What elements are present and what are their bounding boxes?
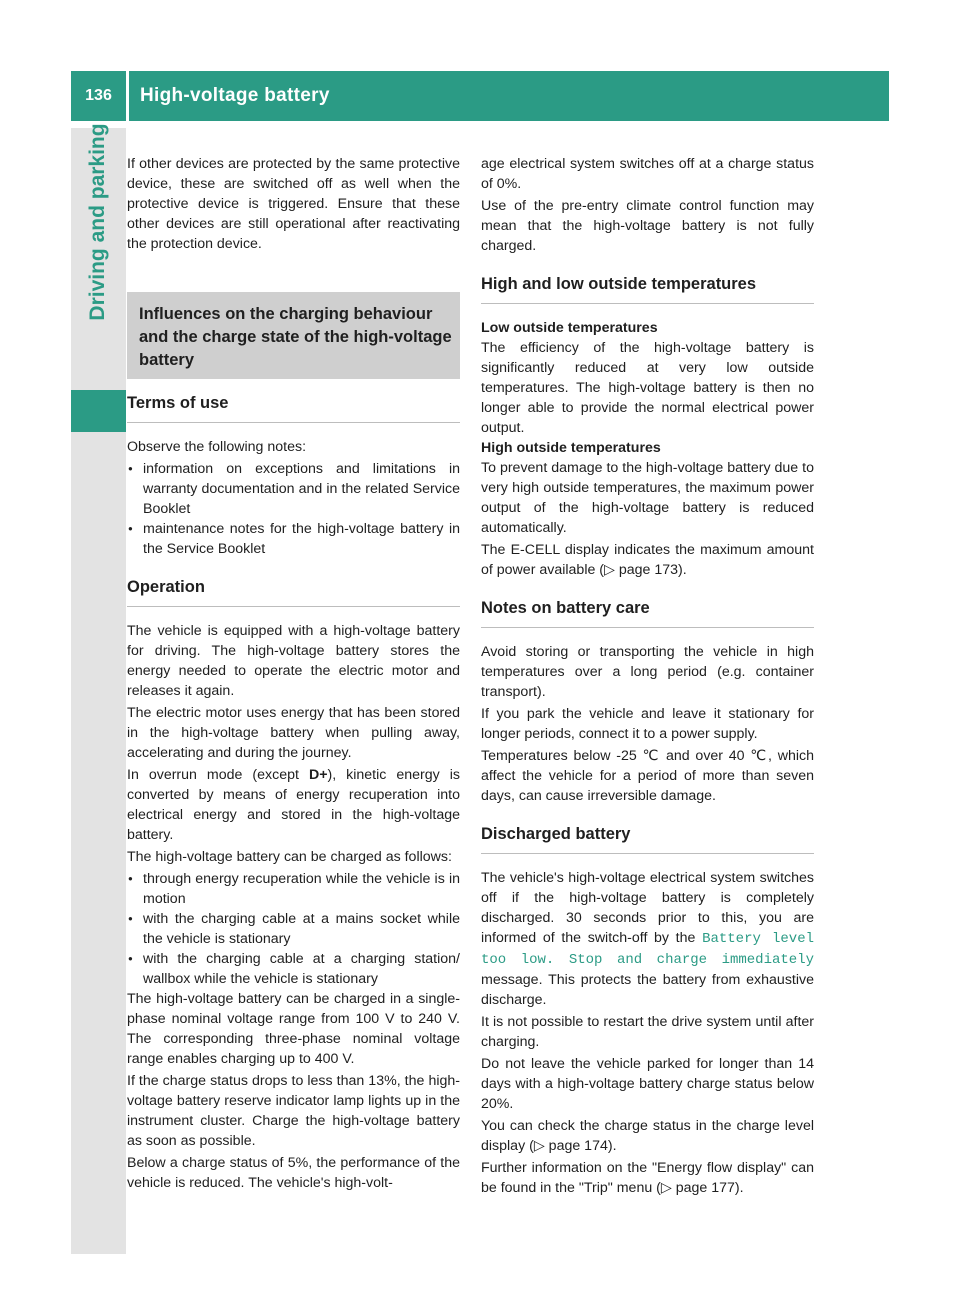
climate-paragraph: Use of the pre-entry climate control function may mean that the high-voltage battery is not fully charged. (481, 198, 814, 254)
section-tab-label: Driving and parking (86, 123, 109, 321)
terms-intro: Observe the following notes: (127, 439, 307, 455)
discharged-paragraph: The vehicle's high-voltage electrical system switches off if the high-voltage battery is completely discharged. 30 seconds prior to this, you are informed of the switch-off by the Battery level too low. Stop and charge immediately message. This protects the battery from exhaustive discharge. (481, 870, 814, 1008)
care-paragraph: If you park the vehicle and leave it stationary for longer periods, connect it to a power supply. (481, 706, 814, 742)
section-marker (71, 390, 126, 432)
ecell-paragraph: The E-CELL display indicates the maximum amount of power available (▷ page 173). (481, 542, 814, 578)
operation-paragraph: The vehicle is equipped with a high-voltage battery for driving. The high-voltage battery stores the energy needed to operate the electric motor and releases it again. (127, 623, 460, 699)
left-column (127, 154, 460, 1193)
discharged-paragraph: Further information on the "Energy flow display" can be found in the "Trip" menu (▷ page 177). (481, 1160, 814, 1196)
list-item: ● with the charging cable at a mains socket while the vehicle is stationary (127, 909, 460, 949)
care-paragraph: Avoid storing or transporting the vehicle in high temperatures over a long period (e.g. container transport). (481, 644, 814, 700)
operation-paragraph: The high-voltage battery can be charged as follows: (127, 849, 452, 865)
discharged-paragraph: It is not possible to restart the drive system until after charging. (481, 1014, 814, 1050)
main-heading: Influences on the charging behaviour and the charge state of the high-voltage battery (127, 292, 460, 379)
page-number: 136 (85, 87, 112, 104)
discharged-paragraph: You can check the charge status in the charge level display (▷ page 174). (481, 1118, 814, 1154)
operation-paragraph: If the charge status drops to less than 13%, the high-voltage battery reserve indicator lamp lights up in the instrument cluster. Charge the high-voltage battery as soon as possible. (127, 1073, 460, 1149)
battery-care-heading: Notes on battery care (481, 598, 814, 628)
right-column (481, 154, 814, 1198)
list-item: ● information on exceptions and limitations in warranty documentation and in the related Service Booklet (127, 459, 460, 519)
operation-paragraph: Below a charge status of 5%, the performance of the vehicle is reduced. The vehicle's high-volt- (127, 1155, 460, 1191)
care-paragraph: Temperatures below -25 ℃ and over 40 ℃, which affect the vehicle for a period of more than seven days, can cause irreversible damage. (481, 748, 814, 804)
page-title: High-voltage battery (140, 85, 330, 106)
discharged-paragraph: Do not leave the vehicle parked for longer than 14 days with a high-voltage battery charge status below 20%. (481, 1056, 814, 1112)
terms-heading: Terms of use (127, 393, 460, 423)
low-temp-paragraph: The efficiency of the high-voltage battery is significantly reduced at very low outside temperatures. The high-voltage battery is then no longer able to provide the normal electrical power output. (481, 340, 814, 436)
operation-paragraph: The electric motor uses energy that has been stored in the high-voltage battery when pulling away, accelerating and during the journey. (127, 705, 460, 761)
low-temp-subheading: Low outside temperatures (481, 320, 658, 336)
discharged-battery-heading: Discharged battery (481, 824, 814, 854)
list-item: ● maintenance notes for the high-voltage battery in the Service Booklet (127, 519, 460, 559)
display-message: Battery level too low. Stop and charge immediately (481, 931, 814, 968)
operation-heading: Operation (127, 577, 460, 607)
high-temp-subheading: High outside temperatures (481, 440, 661, 456)
charging-methods-list (127, 869, 460, 989)
list-item: ● through energy recuperation while the vehicle is in motion (127, 869, 460, 909)
operation-paragraph: The high-voltage battery can be charged in a single-phase nominal voltage range from 100 V to 240 V. The corresponding three-phase nominal voltage range enables charging up to 400 V. (127, 991, 460, 1067)
intro-paragraph: If other devices are protected by the same protective device, these are switched off as well when the protective device is triggered. Ensure that these other devices are still operational after reactivating the protection device. (127, 156, 460, 252)
operation-paragraph: In overrun mode (except D+), kinetic energy is converted by means of energy recuperation into electrical energy and stored in the high-voltage battery. (127, 767, 460, 843)
terms-list (127, 459, 460, 559)
drive-mode-label: D+ (308, 767, 328, 783)
header-divider (126, 71, 129, 121)
temperatures-heading: High and low outside temperatures (481, 274, 814, 304)
list-item: ● with the charging cable at a charging station/ wallbox while the vehicle is stationary (127, 949, 460, 989)
high-temp-paragraph: To prevent damage to the high-voltage battery due to very high outside temperatures, the maximum power output of the high-voltage battery is reduced automatically. (481, 460, 814, 536)
continued-paragraph: age electrical system switches off at a charge status of 0%. (481, 156, 814, 192)
